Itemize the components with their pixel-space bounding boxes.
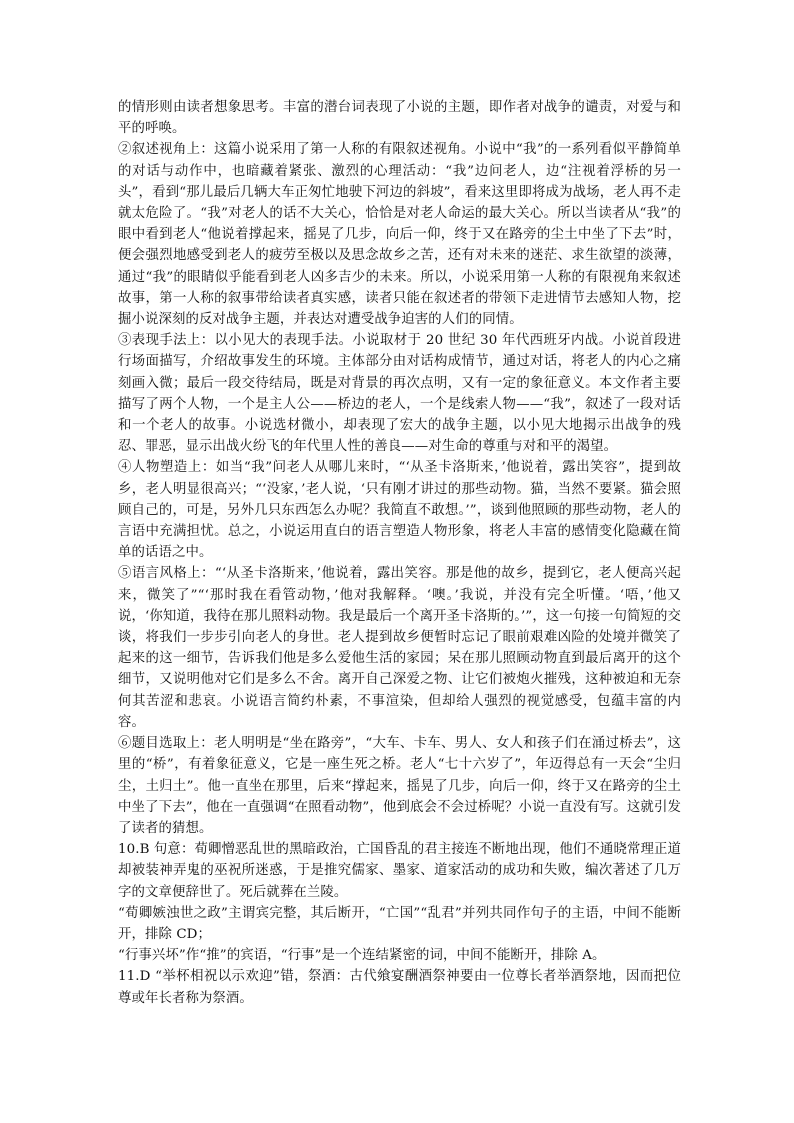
paragraph-title-selection: ⑥题目选取上：老人明明是“坐在路旁”，“大车、卡车、男人、女人和孩子们在涌过桥去”，这里的“桥”，有着象征意义，它是一座生死之桥。老人“七十六岁了”，年迈得总有一天会“尘归尘，土归土”。他一直坐在那里，后来“撑起来，摇晃了几步，向后一仰，终于又在路旁的尘土中坐了下去”，他在一直强调“在照看动物”，他到底会不会过桥呢？小说一直没有写。这就引发了读者的猜想。 [118, 736, 681, 836]
paragraph-character-portrayal: ④人物塑造上：如当“我”问老人从哪儿来时，“‘从圣卡洛斯来，’他说着，露出笑容”，提到故乡，老人明显很高兴；“‘没家，’老人说，‘只有刚才讲过的那些动物。猫，当然不要紧。猫会照顾自己的，可是，另外几只东西怎么办呢？我简直不敢想。’”，谈到他照顾的那些动物，老人的言语中充满担忧。总之，小说运用直白的语言塑造人物形象，将老人丰富的感情变化隐藏在简单的话语之中。 [118, 460, 681, 561]
answer-10-elimination-a: “行事兴坏”作“推”的宾语，“行事”是一个连结紧密的词，中间不能断开，排除 A。 [118, 948, 606, 964]
answer-10-explanation: 10.B 句意：荀卿憎恶乱世的黑暗政治，亡国昏乱的君主接连不断地出现，他们不通晓常理正道却被装神弄鬼的巫祝所迷惑，于是推究儒家、墨家、道家活动的成功和失败，编次著述了几万字的文章便辞世了。死后就葬在兰陵。 [118, 842, 681, 900]
paragraph-narrative-perspective: ②叙述视角上：这篇小说采用了第一人称的有限叙述视角。小说中“我”的一系列看似平静简单的对话与动作中，也暗藏着紧张、激烈的心理活动：“我”边问老人，边“注视着浮桥的另一头”，看到“那儿最后几辆大车正匆忙地驶下河边的斜坡”，看来这里即将成为战场，老人再不走就太危险了。“我”对老人的话不大关心，恰恰是对老人命运的最大关心。所以当读者从“我”的眼中看到老人“他说着撑起来，摇晃了几步，向后一仰，终于又在路旁的尘土中坐了下去”时，便会强烈地感受到老人的疲劳至极以及思念故乡之苦，还有对未来的迷茫、求生欲望的淡薄，通过“我”的眼睛似乎能看到老人凶多吉少的未来。所以，小说采用第一人称的有限视角来叙述故事，第一人称的叙事带给读者真实感，读者只能在叙述者的带领下走进情节去感知人物，挖掘小说深刻的反对战争主题，并表达对遭受战争迫害的人们的同情。 [118, 142, 681, 328]
paragraph-intro-continuation: 的情形则由读者想象思考。丰富的潜台词表现了小说的主题，即作者对战争的谴责，对爱与和平的呼唤。 [118, 100, 681, 137]
answer-10-elimination-cd: “荀卿嫉浊世之政”主谓宾完整，其后断开，“亡国”“乱君”并列共同作句子的主语，中间不能断开，排除 CD； [118, 905, 681, 942]
document-page [118, 97, 681, 1009]
paragraph-expression-technique: ③表现手法上：以小见大的表现手法。小说取材于 20 世纪 30 年代西班牙内战。小说首段进行场面描写，介绍故事发生的环境。主体部分由对话构成情节，通过对话，将老人的内心之痛刻画入微；最后一段交待结局，既是对背景的再次点明，又有一定的象征意义。本文作者主要描写了两个人物，一个是主人公——桥边的老人，一个是线索人物——“我”，叙述了一段对话和一个老人的故事。小说选材微小，却表现了宏大的战争主题，以小见大地揭示出战争的残忍、罪恶，显示出战火纷飞的年代里人性的善良——对生命的尊重与对和平的渴望。 [118, 333, 681, 455]
answer-11-explanation: 11.D “举杯相祝以示欢迎”错，祭酒：古代飨宴酬酒祭神要由一位尊长者举酒祭地，因而把位尊或年长者称为祭酒。 [118, 969, 681, 1006]
paragraph-language-style: ⑤语言风格上：“‘从圣卡洛斯来，’他说着，露出笑容。那是他的故乡，提到它，老人便高兴起来，微笑了”“‘那时我在看管动物，’他对我解释。‘噢。’我说，并没有完全听懂。‘唔，’他又说，‘你知道，我待在那儿照料动物。我是最后一个离开圣卡洛斯的。’”，这一句接一句简短的交谈，将我们一步步引向老人的身世。老人提到故乡便暂时忘记了眼前艰难凶险的处境并微笑了起来的这一细节，告诉我们他是多么爱他生活的家园；呆在那儿照顾动物直到最后离开的这个细节，又说明他对它们是多么不舍。离开自己深爱之物、让它们被炮火摧残，这种被迫和无奈何其苦涩和悲哀。小说语言简约朴素，不事渲染，但却给人强烈的视觉感受，包蕴丰富的内容。 [118, 566, 681, 730]
